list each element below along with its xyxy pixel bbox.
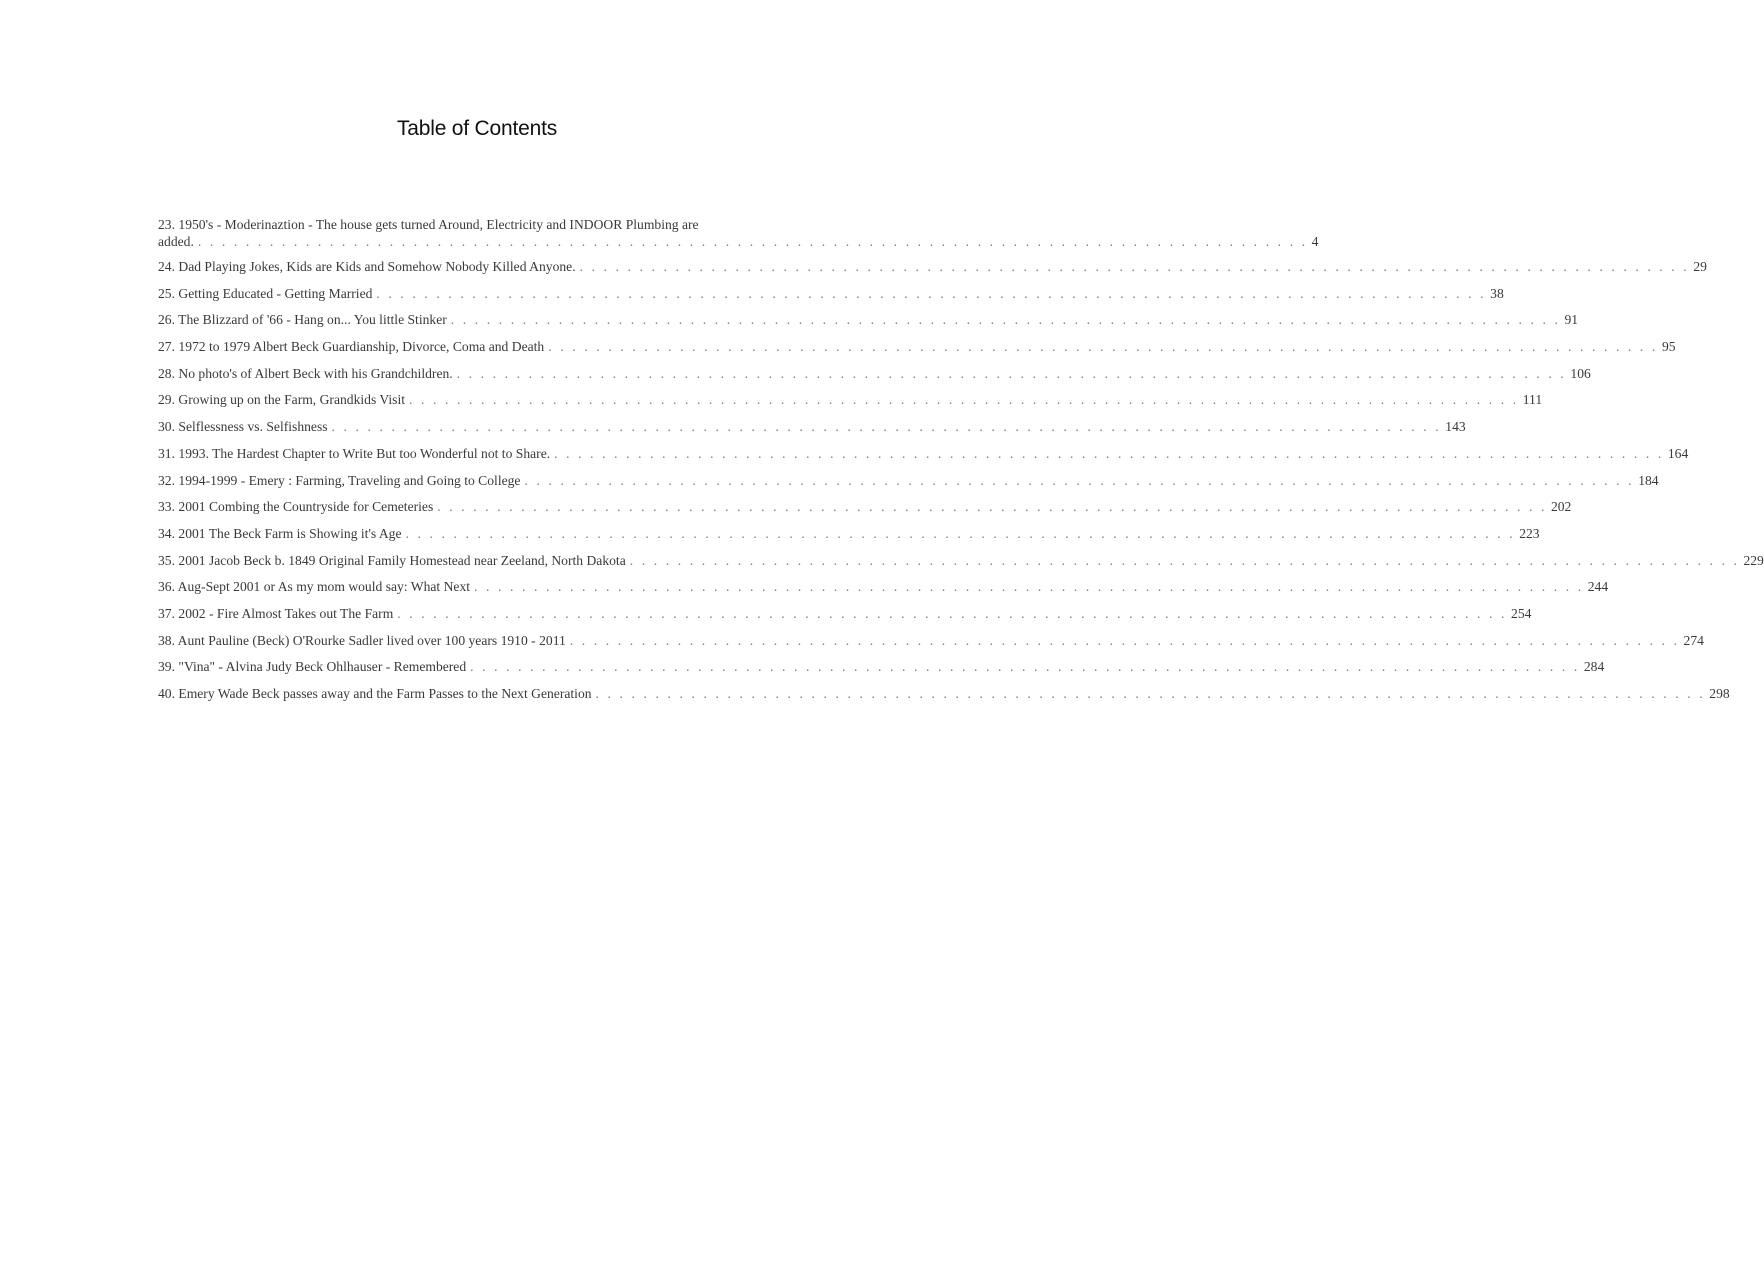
toc-entry[interactable] — [158, 417, 1466, 444]
leader-dots — [570, 632, 1680, 649]
toc-entry-title: 33. 2001 Combing the Countryside for Cemeteries — [158, 499, 434, 515]
toc-entry-title: 29. Growing up on the Farm, Grandkids Visit — [158, 392, 406, 408]
toc-entry-page: 29 — [1693, 259, 1707, 274]
leader-dots — [451, 311, 1561, 328]
toc-entry[interactable] — [158, 471, 1659, 498]
toc-entry-page: 298 — [1709, 686, 1730, 701]
leader-dots — [474, 578, 1584, 595]
toc-entry-title: 30. Selflessness vs. Selfishness — [158, 419, 328, 435]
toc-entry-page: 229 — [1743, 552, 1764, 568]
leader-dots — [409, 391, 1519, 408]
toc-entry-title: 35. 2001 Jacob Beck b. 1849 Original Family Homestead near Zeeland, North Dakota — [158, 552, 626, 568]
toc-entry[interactable] — [158, 497, 1572, 524]
toc-entry-title: 28. No photo's of Albert Beck with his Grandchildren. — [158, 365, 453, 381]
toc-entry-title: 36. Aug-Sept 2001 or As my mom would say: What Next — [158, 579, 471, 595]
toc-entry-title: 24. Dad Playing Jokes, Kids are Kids and Somehow Nobody Killed Anyone. — [158, 259, 576, 274]
toc-entry[interactable] — [158, 364, 1591, 391]
toc-entry-title-line-1: 23. 1950's - Moderinaztion - The house gets turned Around, Electricity and INDOOR Plumbing are — [158, 217, 699, 232]
toc-entry[interactable] — [158, 657, 1605, 684]
leader-dots — [397, 605, 1507, 622]
toc-entry-title: 39. "Vina" - Alvina Judy Beck Ohlhauser - Remembered — [158, 659, 467, 675]
toc-entry[interactable] — [158, 631, 1704, 658]
toc-entry-page: 202 — [1550, 499, 1572, 515]
toc-entry-page: 106 — [1570, 365, 1591, 381]
toc-entry[interactable] — [158, 577, 1609, 604]
toc-entry-title: added. — [158, 234, 194, 249]
toc-entry[interactable] — [158, 337, 1676, 364]
toc-entry[interactable] — [158, 284, 1504, 311]
toc-entry[interactable] — [158, 257, 1707, 284]
toc-entry-page: 111 — [1522, 392, 1543, 408]
page-title: Table of Contents — [396, 117, 558, 140]
toc-entry-title: 27. 1972 to 1979 Albert Beck Guardianship, Divorce, Coma and Death — [158, 339, 545, 355]
leader-dots — [198, 233, 1308, 250]
leader-dots — [580, 258, 1690, 275]
leader-dots — [470, 658, 1580, 675]
toc-entry-page: 244 — [1587, 579, 1609, 595]
leader-dots — [376, 285, 1486, 302]
toc-entry[interactable] — [158, 214, 1319, 257]
toc-entry-page: 184 — [1638, 472, 1659, 488]
toc-entry-title: 37. 2002 - Fire Almost Takes out The Farm — [158, 605, 394, 621]
toc-entry-page: 38 — [1490, 285, 1504, 301]
leader-dots — [457, 365, 1567, 382]
toc-entry-page: 91 — [1564, 312, 1579, 328]
leader-dots — [596, 685, 1706, 702]
toc-entry-page: 4 — [1311, 234, 1319, 249]
toc-entry[interactable] — [158, 604, 1532, 631]
leader-dots — [554, 445, 1664, 462]
toc-entry-title: 40. Emery Wade Beck passes away and the Farm Passes to the Next Generation — [158, 686, 592, 701]
toc-entry-page: 143 — [1445, 419, 1466, 435]
leader-dots — [437, 498, 1547, 515]
toc-entry[interactable] — [158, 310, 1579, 337]
toc-entry-title: 31. 1993. The Hardest Chapter to Write But too Wonderful not to Share. — [158, 445, 551, 461]
leader-dots — [548, 338, 1658, 355]
toc-entry-page: 274 — [1683, 632, 1704, 648]
toc-entry-page: 254 — [1511, 605, 1532, 621]
toc-entry[interactable] — [158, 390, 1543, 417]
toc-entry-title: 38. Aunt Pauline (Beck) O'Rourke Sadler lived over 100 years 1910 - 2011 — [158, 632, 566, 648]
toc-entry[interactable] — [158, 551, 1764, 578]
toc-entry-page: 95 — [1661, 339, 1676, 355]
leader-dots — [332, 418, 1442, 435]
leader-dots — [524, 472, 1634, 489]
toc-entry[interactable] — [158, 444, 1689, 471]
leader-dots — [405, 525, 1515, 542]
toc-entry-page: 284 — [1583, 659, 1605, 675]
toc-entry-title: 25. Getting Educated - Getting Married — [158, 285, 373, 301]
toc-entry[interactable] — [158, 524, 1540, 551]
toc-entry-page: 223 — [1519, 525, 1540, 541]
toc-entry-title: 26. The Blizzard of '66 - Hang on... You little Stinker — [158, 312, 447, 328]
toc-entry-page: 164 — [1667, 445, 1689, 461]
toc-entry[interactable] — [158, 684, 1730, 711]
table-of-contents — [158, 214, 1764, 711]
toc-entry-title: 32. 1994-1999 - Emery : Farming, Traveling and Going to College — [158, 472, 521, 488]
toc-entry-title: 34. 2001 The Beck Farm is Showing it's Age — [158, 525, 402, 541]
leader-dots — [630, 552, 1740, 569]
